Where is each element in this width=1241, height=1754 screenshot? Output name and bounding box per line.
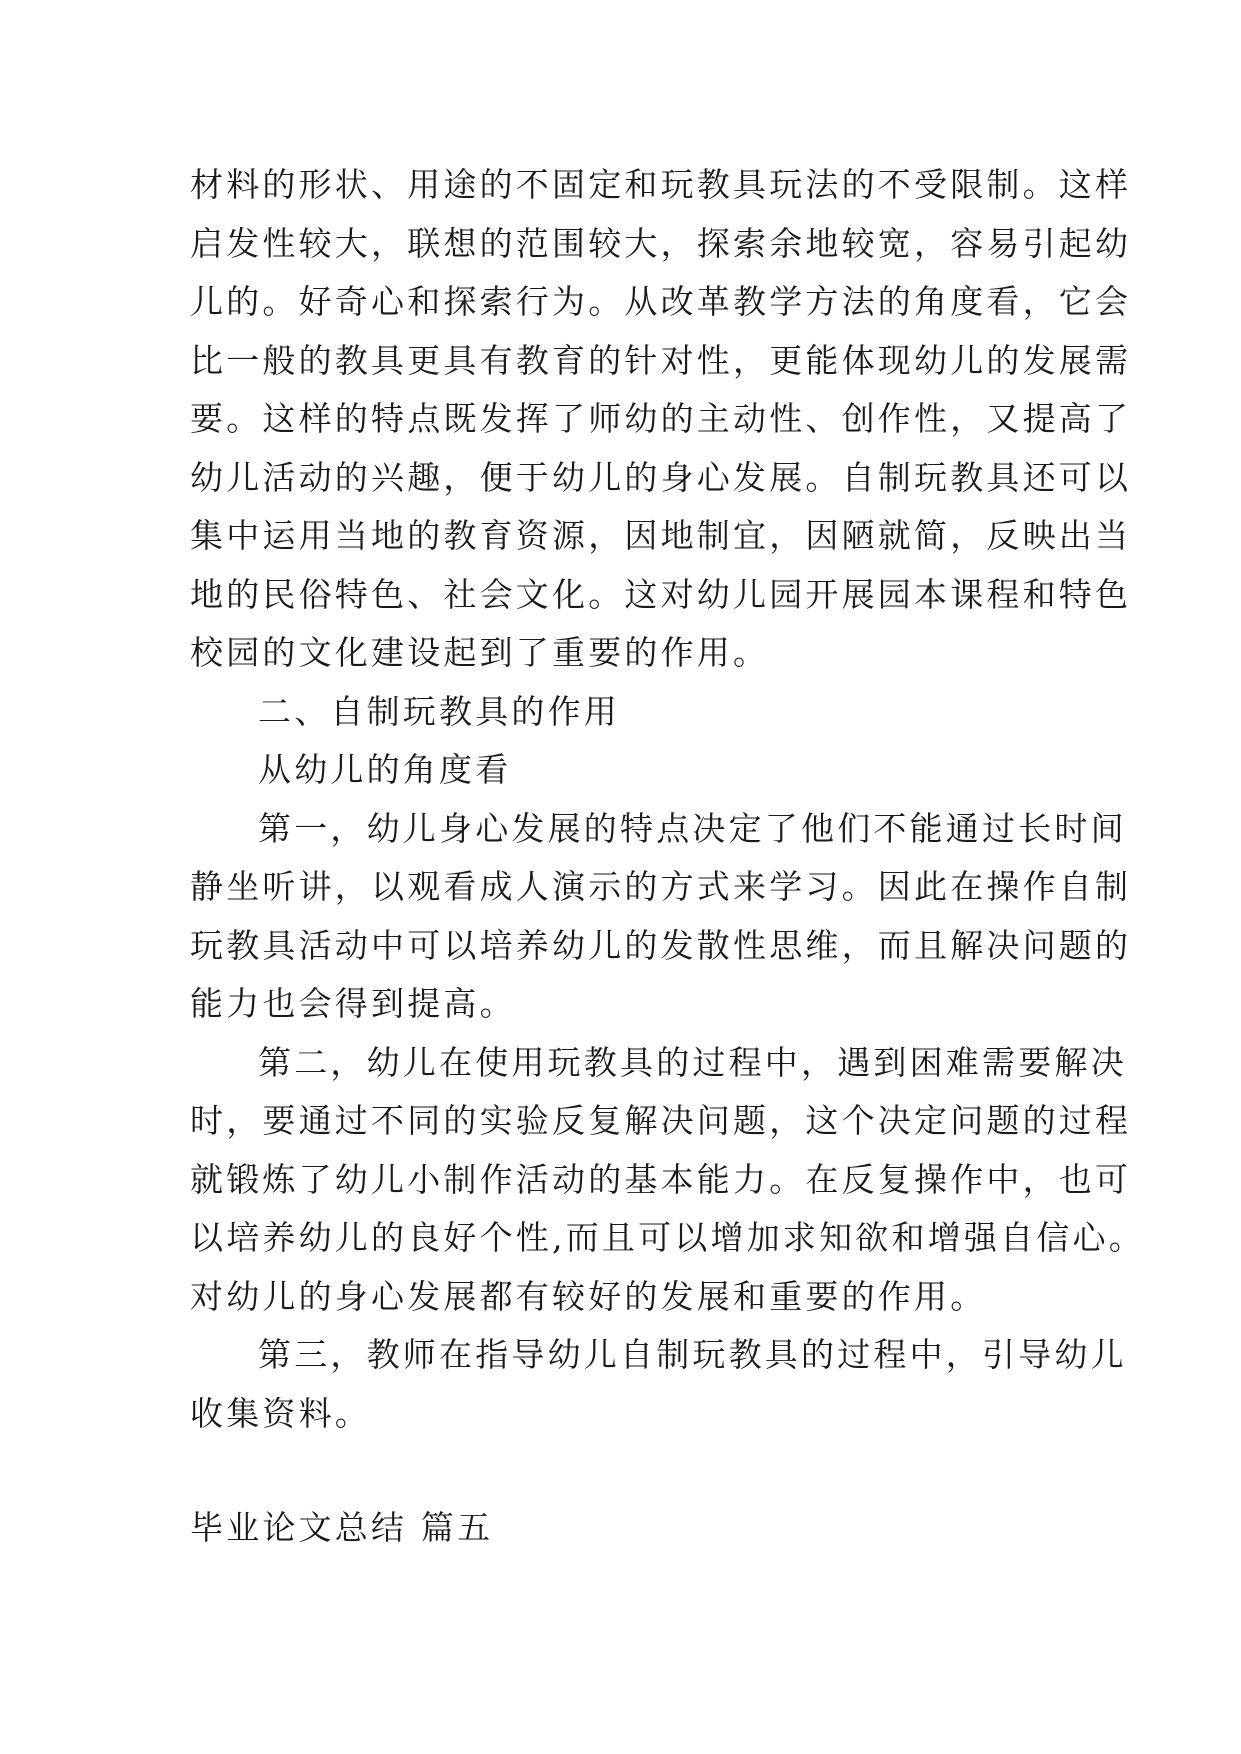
text-line: 静坐听讲，以观看成人演示的方式来学习。因此在操作自制 (190, 867, 1132, 906)
subheading: 从幼儿的角度看 (258, 750, 512, 789)
document-body (190, 156, 1145, 1557)
text-line: 第三，教师在指导幼儿自制玩教具的过程中，引导幼儿 (258, 1335, 1127, 1374)
text-line: 能力也会得到提高。 (190, 984, 516, 1023)
text-line: 要。这样的特点既发挥了师幼的主动性、创作性，又提高了 (190, 399, 1132, 438)
text-line: 集中运用当地的教育资源，因地制宜，因陋就简，反映出当 (190, 516, 1132, 555)
text-line: 校园的文化建设起到了重要的作用。 (190, 633, 770, 672)
text-line: 比一般的教具更具有教育的针对性，更能体现幼儿的发展需 (190, 340, 1132, 380)
text-line: 地的民俗特色、社会文化。这对幼儿园开展园本课程和特色 (190, 574, 1132, 614)
next-section-title: 毕业论文总结 篇五 (190, 1508, 494, 1547)
paragraph-1 (190, 156, 1132, 683)
text-line: 第二，幼儿在使用玩教具的过程中，遇到困难需要解决 (258, 1042, 1127, 1082)
text-line: 时，要通过不同的实验反复解决问题，这个决定问题的过程 (190, 1101, 1132, 1140)
text-line: 儿的。好奇心和探索行为。从改革教学方法的角度看，它会 (190, 282, 1132, 321)
paragraph-4 (190, 1326, 1127, 1443)
text-line: 启发性较大，联想的范围较大，探索余地较宽，容易引起幼 (190, 223, 1132, 263)
text-line: 收集资料。 (190, 1393, 371, 1433)
paragraph-3 (190, 1034, 1145, 1327)
text-line: 玩教具活动中可以培养幼儿的发散性思维，而且解决问题的 (190, 925, 1132, 965)
text-line: 材料的形状、用途的不固定和玩教具玩法的不受限制。这样 (190, 165, 1132, 204)
text-line: 第一，幼儿身心发展的特点决定了他们不能通过长时间 (258, 808, 1127, 848)
text-line: 对幼儿的身心发展都有较好的发展和重要的作用。 (190, 1276, 987, 1316)
paragraph-2 (190, 800, 1132, 1034)
section-heading: 二、自制玩教具的作用 (258, 691, 620, 731)
text-line: 就锻炼了幼儿小制作活动的基本能力。在反复操作中，也可 (190, 1159, 1132, 1199)
text-line: 幼儿活动的兴趣，便于幼儿的身心发展。自制玩教具还可以 (190, 457, 1132, 497)
text-line: 以培养幼儿的良好个性,而且可以增加求知欲和增强自信心。 (190, 1218, 1145, 1257)
spacer (190, 1443, 1050, 1499)
